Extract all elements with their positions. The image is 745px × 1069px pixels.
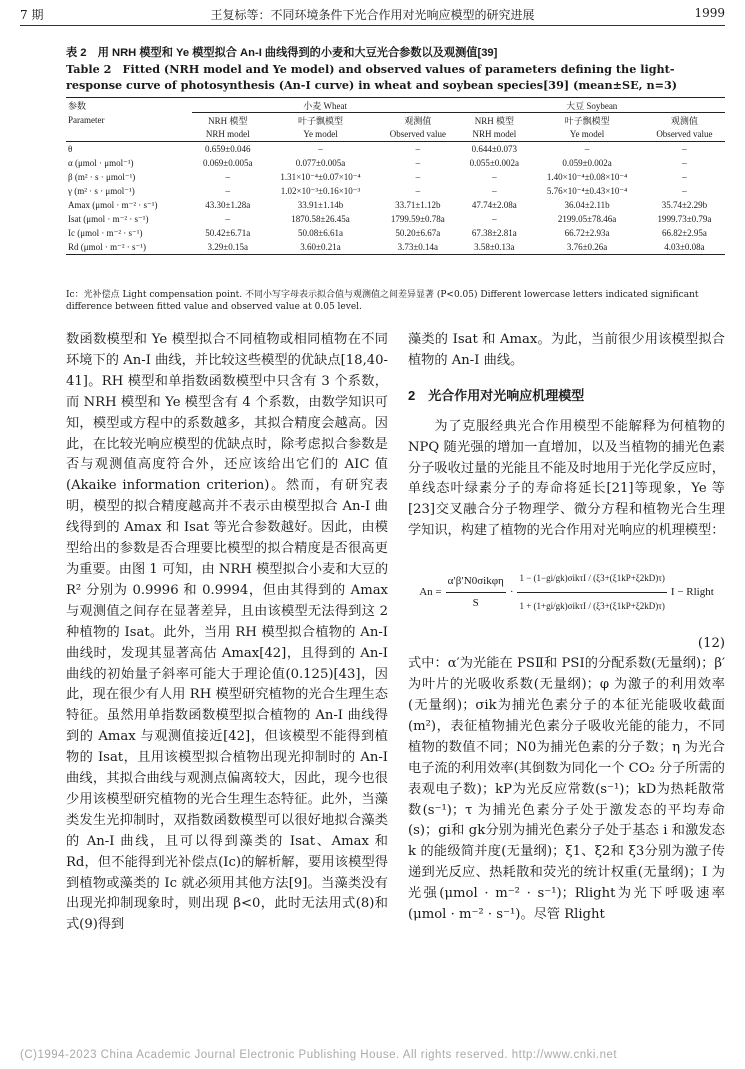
table-cell: – xyxy=(415,158,421,168)
table-cell: 3.60±0.21a xyxy=(300,242,341,252)
wheat-header: 小麦 Wheat xyxy=(192,98,459,113)
eq-label: (12) xyxy=(697,636,725,652)
table-row xyxy=(66,184,725,198)
table-row xyxy=(66,226,725,240)
sub-header: 叶子飘模型 xyxy=(564,115,610,126)
table-row xyxy=(66,212,725,226)
table-caption-en: Table 2 Fitted (NRH model and Ye model) and observed values of parameters defining the light-response curve of photosynthesis (An-I curve) in wheat and soybean species[39] (mean±SE, n=3) xyxy=(66,62,678,92)
param-name: α (μmol · μmol⁻¹) xyxy=(68,157,134,168)
sub-header-en: NRH model xyxy=(205,129,250,139)
sub-header-en: Ye model xyxy=(569,129,605,139)
table-row xyxy=(66,198,725,212)
table-cell: – xyxy=(318,144,323,154)
table-cell: – xyxy=(415,172,421,182)
table-cell: 47.74±2.08a xyxy=(471,200,517,210)
table-cell: – xyxy=(682,158,687,168)
header-rule xyxy=(20,25,725,26)
equation-block: An = α′β′N0σikφη S · 1 − (1−gi/gk)σikτI / (ξ3+(ξ1kP+ξ2kD)τ) 1 + (1+gi/gk)σikτI / (ξ3+(ξ1kP+ξ2kD)τ) I − Rlight (12) xyxy=(408,542,725,654)
table-cell: 66.82±2.95a xyxy=(661,228,707,238)
sub-header: 观测值 xyxy=(670,115,698,126)
table-cell: – xyxy=(682,186,687,196)
sub-header: NRH 模型 xyxy=(474,115,514,126)
table-cell: – xyxy=(584,144,590,154)
section-heading: 2 光合作用对光响应机理模型 xyxy=(408,387,585,403)
param-name: β (m² · s · μmol⁻¹) xyxy=(68,171,136,182)
param-header-en: Parameter xyxy=(68,114,105,125)
table-row xyxy=(66,170,725,184)
eq-frac1-den: S xyxy=(472,596,479,609)
sub-header: NRH 模型 xyxy=(208,115,248,126)
table-cell: – xyxy=(415,186,421,196)
table-cell: 50.42±6.71a xyxy=(205,228,251,238)
param-name: θ xyxy=(68,144,73,154)
table-cell: – xyxy=(492,172,497,182)
table-caption-cn: 表 2 用 NRH 模型和 Ye 模型拟合 An-I 曲线得到的小麦和大豆光合参数以及观测值[39] xyxy=(66,47,498,59)
table-row xyxy=(66,240,725,255)
sub-header-en: Observed value xyxy=(656,129,713,139)
table-cell: 0.069±0.005a xyxy=(203,158,253,168)
soybean-header: 大豆 Soybean xyxy=(458,98,725,113)
eq-rhs: I − Rlight xyxy=(670,585,714,598)
table-cell: 67.38±2.81a xyxy=(471,228,517,238)
parameter-table xyxy=(66,97,725,255)
table-cell: – xyxy=(682,144,687,154)
table-cell: 50.08±6.61a xyxy=(298,228,343,238)
table-cell: 0.077±0.005a xyxy=(295,158,346,168)
table-cell: – xyxy=(682,172,687,182)
right-intro-text: 藻类的 Isat 和 Amax。为此，当前很少用该模型拟合植物的 An-I 曲线。 xyxy=(408,332,725,368)
right-column xyxy=(408,330,725,926)
sub-header-en: Ye model xyxy=(303,129,338,139)
running-title: 王复标等：不同环境条件下光合作用对光响应模型的研究进展 xyxy=(210,8,535,22)
table-cell: 36.04±2.11b xyxy=(564,200,610,210)
eq-frac2-num: 1 − (1−gi/gk)σikτI / (ξ3+(ξ1kP+ξ2kD)τ) xyxy=(517,568,666,593)
table-cell: 1.40×10⁻⁴±0.08×10⁻⁴ xyxy=(546,171,628,182)
right-paragraph: 为了克服经典光合作用模型不能解释为何植物的 NPQ 随光强的增加一直增加，以及当植物的捕光色素分子吸收过量的光能且不能及时地用于光化学反应时，单线态叶绿素分子的寿命将延长[21]等现象，Ye 等[23]交叉融合分子物理学、微分方程和植物光合生理学知识，构建了植物的光合作用对光响应的机理模型： xyxy=(408,418,725,539)
table-cell: – xyxy=(415,144,421,154)
copyright-footer: (C)1994-2023 China Academic Journal Electronic Publishing House. All rights reserved. http://www.cnki.net xyxy=(20,1049,618,1061)
issue-number: 7 期 xyxy=(20,8,44,22)
table-note: Ic：光补偿点 Light compensation point. 不同小写字母表示拟合值与观测值之间差异显著 (P<0.05) Different lowercase letters indicated significant difference between fitted value and observed value at 0.05 level. xyxy=(66,290,699,312)
table-cell: 1.02×10⁻³±0.16×10⁻³ xyxy=(280,185,361,196)
table-cell: – xyxy=(492,186,497,196)
running-header xyxy=(20,6,725,24)
eq-frac2-den: 1 + (1+gi/gk)σikτI / (ξ3+(ξ1kP+ξ2kD)τ) xyxy=(519,600,665,611)
table-cell: – xyxy=(225,172,231,182)
table-cell: 43.30±1.28a xyxy=(205,200,251,210)
table-cell: 1870.58±26.45a xyxy=(291,214,350,224)
sub-header: 观测值 xyxy=(404,115,432,126)
table-cell: 33.91±1.14b xyxy=(297,200,344,210)
table-cell: 3.58±0.13a xyxy=(474,242,515,252)
param-name: Ic (μmol · m⁻² · s⁻¹) xyxy=(68,227,143,238)
eq-frac1-num: α′β′N0σikφη xyxy=(446,571,506,593)
table-cell: 5.76×10⁻⁴±0.43×10⁻⁴ xyxy=(546,185,628,196)
param-name: Rd (μmol · m⁻² · s⁻¹) xyxy=(68,241,146,252)
table-cell: 4.03±0.08a xyxy=(664,242,705,252)
table-cell: 35.74±2.29b xyxy=(661,200,708,210)
param-name: Isat (μmol · m⁻² · s⁻¹) xyxy=(68,213,149,224)
table-cell: 1999.73±0.79a xyxy=(657,214,712,224)
table-cell: 66.72±2.93a xyxy=(564,228,610,238)
table-cell: 0.059±0.002a xyxy=(562,158,612,168)
param-header-cn: 参数 xyxy=(68,100,87,111)
page-number: 1999 xyxy=(694,6,725,20)
table-cell: 33.71±1.12b xyxy=(395,200,441,210)
table-cell: – xyxy=(492,214,497,224)
table-cell: 50.20±6.67a xyxy=(395,228,441,238)
table-cell: – xyxy=(225,214,231,224)
table-row xyxy=(66,142,725,157)
table-cell: 3.29±0.15a xyxy=(207,242,248,252)
eq-lhs: An = xyxy=(419,585,442,598)
left-body-text: 数函数模型和 Ye 模型拟合不同植物或相同植物在不同环境下的 An-I 曲线，并比较这些模型的优缺点[18,40-41]。RH 模型和单指数函数模型中只含有 3 个系数，而 NRH 模型和 Ye 模型含有 4 个系数，由数学知识可知，模型或方程中的系数越多，其拟合精度会越高。因此，在比较光响应模型的优缺点时，除考虑拟合参数是否与观测值高度符合外，还应该给出它们的 AIC 值(Akaike information criterion)。然而，有研究表明，模型的拟合精度越高并不表示由模型拟合 An-I 曲线得到的 Amax 和 Isat 等光合参数越好。因此，由模型给出的参数是否合理要比模型的拟合精度是否很高更为重要。由图 1 可知，由 NRH 模型拟合小麦和大豆的 R² 分别为 0.9996 和 0.9994，但由其得到的 Amax 与观测值之间存在显著差异，且由该模型无法得到这 2 种植物的 Isat。此外，当用 RH 模型拟合植物的 An-I 曲线时，发现其显著高估 Amax[42]，且得到的 An-I 曲线的初始量子斜率可能大于理论值(0.125)[43]，因此，现在很少有人用 RH 模型研究植物的光合生理生态特征。虽然用单指数函数模型拟合植物的 An-I 曲线得到的 Amax 与观测值接近[42]，但该模型不能得到植物的 Isat，且用该模型拟合植物出现光抑制时的 An-I 曲线，其拟合曲线与观测点偏离较大，因此，现今也很少用该模型研究植物的光合生理生态特征。此外，当藻类发生光抑制时，双指数函数模型可以很好地拟合藻类的 An-I 曲线，且可以得到藻类的 Isat、Amax 和 Rd，但不能得到光补偿点(Ic)的解析解，要用该模型得到植物或藻类的 Ic 就必须用其他方法[9]。当藻类没有出现光抑制现象时，则出现 β<0，此时无法用式(8)和式(9)得到 xyxy=(66,332,388,933)
sub-header-en: NRH model xyxy=(472,129,517,139)
sub-header-en: Observed value xyxy=(389,129,446,139)
table-cell: 1799.59±0.78a xyxy=(390,214,445,224)
table-cell: 1.31×10⁻⁴±0.07×10⁻⁴ xyxy=(280,171,361,182)
table-cell: 3.76±0.26a xyxy=(566,242,608,252)
param-name: Amax (μmol · m⁻² · s⁻¹) xyxy=(68,199,158,210)
table-cell: 2199.05±78.46a xyxy=(557,214,617,224)
right-after-text: 式中：α′为光能在 PSⅡ和 PSⅠ的分配系数(无量纲)；β′为叶片的光吸收系数(无量纲)；φ 为激子的利用效率(无量纲)；σik为捕光色素分子的本征光能吸收截面(m²)，表征植物捕光色素分子吸收光能的能力，不同植物的数值不同；N0为捕光色素的分子数；η 为光合电子流的利用效率(其倒数为同化一个 CO₂ 分子所需的表观电子数)；kP为光反应常数(s⁻¹)；kD为热耗散常数(s⁻¹)；τ 为捕光色素分子处于激发态的平均寿命(s)；gi和 gk分别为捕光色素分子处于基态 i 和激发态 k 的能级简并度(无量纲)；ξ1、ξ2和 ξ3分别为激子传递到光反应、热耗散和荧光的统计权重(无量纲)；I 为光强(μmol · m⁻² · s⁻¹)；Rlight为光下呼吸速率(μmol · m⁻² · s⁻¹)。尽管 Rlight xyxy=(408,656,725,923)
param-name: γ (m² · s · μmol⁻¹) xyxy=(68,185,135,196)
sub-header: 叶子飘模型 xyxy=(298,115,344,126)
table-cell: 3.73±0.14a xyxy=(397,242,439,252)
table-cell: 0.659±0.046 xyxy=(205,144,251,154)
table-cell: 0.644±0.073 xyxy=(471,144,518,154)
table-cell: 0.055±0.002a xyxy=(469,158,520,168)
table-cell: – xyxy=(225,186,231,196)
table-row xyxy=(66,156,725,170)
left-column xyxy=(66,330,388,936)
